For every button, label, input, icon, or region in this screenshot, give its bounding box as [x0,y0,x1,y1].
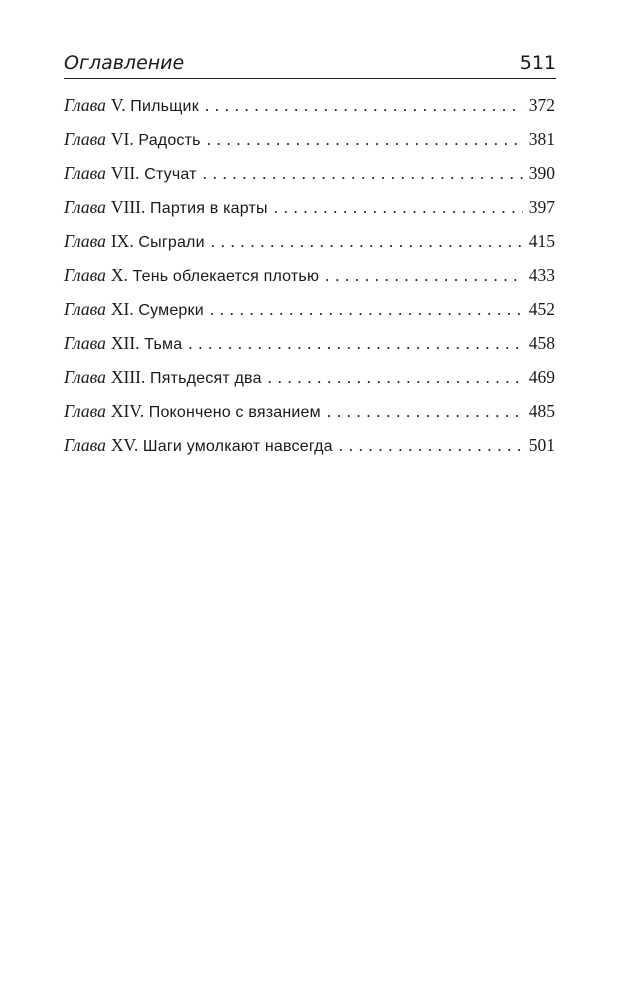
chapter-number: XI. [110,299,134,319]
chapter-title: Партия в карты [150,200,268,217]
chapter-label: Глава [64,435,106,455]
page-number: 511 [519,52,556,74]
chapter-title: Сыграли [138,234,205,251]
chapter-number: XIII. [110,367,146,387]
chapter-page-number: 458 [528,333,555,353]
chapter-number: V. [110,95,126,115]
chapter-label: Глава [64,265,106,285]
chapter-title: Тень облекается плотью [132,268,320,285]
section-title: Оглавление [64,52,185,74]
dot-leader [327,400,523,424]
chapter-label: Глава [64,367,106,387]
table-of-contents [64,93,555,467]
chapter-page-number: 469 [528,367,555,387]
chapter-page-number: 485 [528,401,555,421]
chapter-title: Радость [138,132,201,149]
chapter-title: Пильщик [130,98,199,115]
chapter-label: Глава [64,401,106,421]
dot-leader [188,332,522,356]
chapter-number: XV. [110,435,139,455]
dot-leader [205,94,523,118]
chapter-label: Глава [64,197,106,217]
chapter-number: XII. [110,333,140,353]
chapter-label: Глава [64,299,106,319]
dot-leader [268,366,523,390]
chapter-title: Покончено с вязанием [148,404,321,421]
dot-leader [210,298,523,322]
chapter-title: Шаги умолкают навсегда [142,438,333,455]
toc-entry[interactable] [64,127,555,161]
chapter-title: Тьма [144,336,183,353]
dot-leader [203,162,523,186]
chapter-title: Стучат [144,166,197,183]
toc-entry[interactable] [64,331,555,365]
toc-entry[interactable] [64,93,555,127]
chapter-number: XIV. [110,401,145,421]
chapter-page-number: 452 [528,299,555,319]
toc-entry[interactable] [64,263,555,297]
chapter-label: Глава [64,129,106,149]
chapter-label: Глава [64,333,106,353]
dot-leader [325,264,523,288]
dot-leader [339,434,523,458]
toc-entry[interactable] [64,297,555,331]
toc-entry[interactable] [64,365,555,399]
chapter-label: Глава [64,163,106,183]
toc-entry[interactable] [64,229,555,263]
chapter-number: VII. [110,163,140,183]
chapter-page-number: 390 [528,163,555,183]
chapter-label: Глава [64,95,106,115]
toc-entry[interactable] [64,433,555,467]
chapter-title: Сумерки [138,302,204,319]
chapter-page-number: 433 [528,265,555,285]
chapter-page-number: 381 [528,129,555,149]
chapter-number: IX. [110,231,134,251]
running-header [64,48,556,79]
toc-entry[interactable] [64,399,555,433]
chapter-label: Глава [64,231,106,251]
chapter-page-number: 501 [528,435,555,455]
chapter-title: Пятьдесят два [150,370,262,387]
chapter-number: X. [110,265,128,285]
chapter-number: VI. [110,129,134,149]
chapter-number: VIII. [110,197,146,217]
dot-leader [274,196,523,220]
dot-leader [211,230,523,254]
chapter-page-number: 415 [528,231,555,251]
chapter-page-number: 372 [528,95,555,115]
dot-leader [207,128,523,152]
chapter-page-number: 397 [528,197,555,217]
toc-entry[interactable] [64,161,555,195]
toc-entry[interactable] [64,195,555,229]
